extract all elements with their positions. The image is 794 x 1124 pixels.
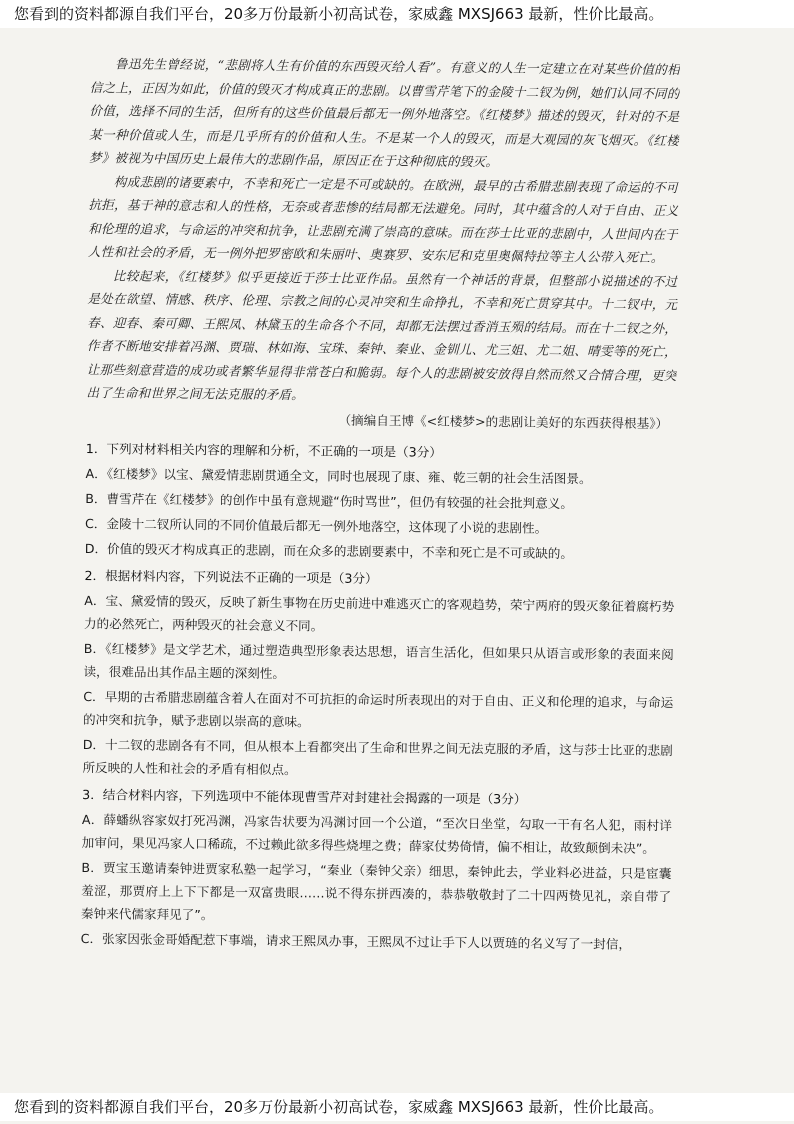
question-1 — [85, 436, 676, 565]
passage-paragraph: 比较起来，《红楼梦》似乎更接近于莎士比亚作品。虽然有一个神话的背景，但整部小说描述的不过是处在欲望、情感、秩序、伦理、宗教之间的心灵冲突和生命挣扎，不幸和死亡贯穿其中。十二钗中，元春、迎春、秦可卿、王熙凤、林黛玉的生命各个不同，却都无法摆过香消玉殒的结局。而在十二钗之外，作者不断地安排着冯渊、贾瑞、林如海、宝珠、秦钟、秦业、金钏儿、尤三姐、尤二姐、晴雯等的死亡，让那些刻意营造的成功或者繁华显得非常苍白和脆弱。每个人的悲剧被安放得自然而然又合情合理，更突出了生命和世界之间无法克服的矛盾。 — [86, 267, 678, 403]
option-b: B．贾宝玉邀请秦钟进贾家私塾一起学习，“秦业（秦钟父亲）细思，秦钟此去，学业料必进益，只是宦囊羞涩，那贾府上上下下都是一双富贵眼……说不得东拼西凑的，恭恭敬敬封了二十四两贽见礼，亲自带了秦钟来代儒家拜见了”。 — [80, 859, 672, 922]
question-3 — [81, 782, 673, 955]
option-d: D．十二钗的悲剧各有不同，但从根本上看都突出了生命和世界之间无法克服的矛盾，这与莎士比亚的悲剧所反映的人性和社会的矛盾有相似点。 — [82, 736, 673, 777]
option-c: C．张家因张金哥婚配惹下事端，请求王熙凤办事，王熙凤不过让手下人以贾琏的名义写了一封信， — [80, 930, 632, 952]
option-b: B．曹雪芹在《红楼梦》的创作中虽有意规避“伤时骂世”，但仍有较强的社会批判意义。 — [85, 490, 574, 511]
option-a: A．薛蟠纵容家奴打死冯渊，冯家告状要为冯渊讨回一个公道，“至次日坐堂，勾取一干有名人犯，雨村详加审问，果见冯家人口稀疏，不过赖此欲多得些烧埋之费；薛家仗势倚情，偏不相让，故致颠倒未决”。 — [81, 811, 673, 856]
bottom-banner: 您看到的资料都源自我们平台，20多万份最新小初高试卷，家威鑫 MXSJ663 最新，性价比最高。 — [0, 1093, 794, 1121]
option-d: D．价值的毁灭才构成真正的悲剧，而在众多的悲剧要素中，不幸和死亡是不可或缺的。 — [84, 540, 574, 561]
option-a: A．《红楼梦》以宝、黛爱情悲剧贯通全文，同时也展现了康、雍、乾三朝的社会生活图景。 — [85, 465, 592, 486]
question-stem: 3．结合材料内容，下列选项中不能体现曹雪芹对封建社会揭露的一项是（3分） — [82, 786, 527, 807]
reading-passage — [86, 52, 680, 411]
question-stem: 1．下列对材料相关内容的理解和分析，不正确的一项是（3分） — [85, 440, 442, 460]
passage-source: （摘编自王博《<红楼梦>的悲剧让美好的东西获得根基》） — [338, 412, 669, 431]
option-a: A．宝、黛爱情的毁灭，反映了新生事物在历史前进中难逃灭亡的客观趋势，荣宁两府的毁灭象征着腐朽势力的必然死亡，两种毁灭的社会意义不同。 — [83, 592, 675, 633]
question-stem: 2．根据材料内容，下列说法不正确的一项是（3分） — [84, 567, 378, 586]
top-banner: 您看到的资料都源自我们平台，20多万份最新小初高试卷，家威鑫 MXSJ663 最新，性价比最高。 — [0, 0, 794, 28]
passage-paragraph: 构成悲剧的诸要素中，不幸和死亡一定是不可或缺的。在欧洲，最早的古希腊悲剧表现了命运的不可抗拒，基于神的意志和人的性格，无奈或者悲惨的结局都无法避免。同时，其中蕴含的人对于自由、正义和伦理的追求，与命运的冲突和抗争，让悲剧充满了崇高的意味。而在莎士比亚的悲剧中，人世间内在于人性和社会的矛盾，无一例外把罗密欧和朱丽叶、奥赛罗、安东尼和克里奥佩特拉等主人公带入死亡。 — [87, 173, 679, 266]
question-2 — [82, 563, 674, 784]
exam-page — [79, 52, 680, 1088]
passage-paragraph: 鲁迅先生曾经说，“悲剧将人生有价值的东西毁灭给人看”。有意义的人生一定建立在对某些价值的相信之上，正因为如此，价值的毁灭才构成真正的悲剧。以曹雪芹笔下的金陵十二钗为例，她们认同不同的价值，选择不同的生活，但所有的这些价值最后都无一例外地落空。《红楼梦》描述的毁灭，针对的不是某一种价值或人生，而是几乎所有的价值和人生。不是某一个人的毁灭，而是大观园的灰飞烟灭。《红楼梦》被视为中国历史上最伟大的悲剧作品，原因正在于这种彻底的毁灭。 — [88, 56, 680, 170]
option-c: C．金陵十二钗所认同的不同价值最后都无一例外地落空，这体现了小说的悲剧性。 — [84, 515, 548, 536]
option-c: C．早期的古希腊悲剧蕴含着人在面对不可抗拒的命运时所表现出的对于自由、正义和伦理的追求，与命运的冲突和抗争，赋予悲剧以崇高的意味。 — [82, 688, 674, 729]
option-b: B．《红楼梦》是文学艺术，通过塑造典型形象表达思想，语言生活化，但如果只从语言或形象的表面来阅读，很难品出其作品主题的深刻性。 — [83, 640, 674, 681]
